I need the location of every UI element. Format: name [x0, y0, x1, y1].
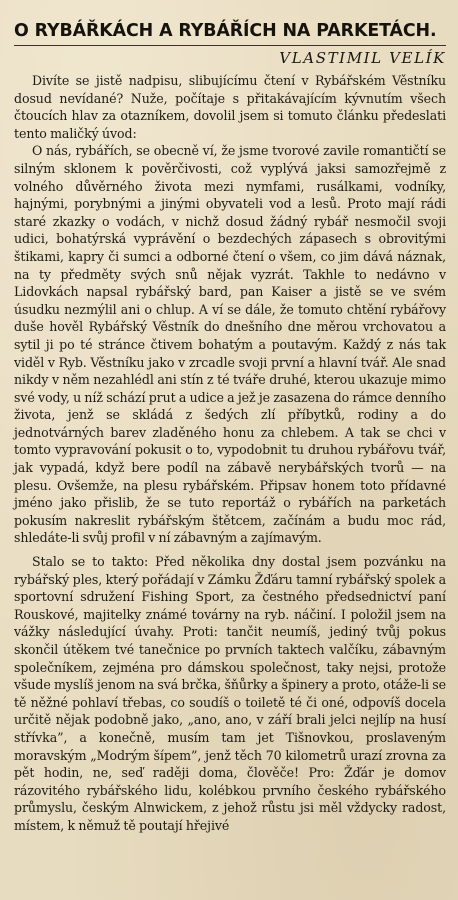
article-title: O RYBÁŘKÁCH A RYBÁŘÍCH NA PARKETÁCH. — [14, 21, 437, 41]
title-divider — [14, 45, 446, 46]
paragraph-intro: Divíte se jistě nadpisu, slibujícímu čtení v Rybářském Věstníku dosud nevídané? Nuže, počítaje s přitakávajícím kývnutím všech čtoucích hlav za otazníkem, dovolil jsem si tomuto článku předeslati tento maličký úvod: — [14, 73, 446, 141]
paragraph-story: Stalo se to takto: Před několika dny dostal jsem pozvánku na rybářský ples, který pořádají v Zámku Žďáru tamní rybářský spolek a sportovní sdružení Fishing Sport, za čestného předsednictví paní Rouskové, majitelky známé továrny na ryb. náčiní. I položil jsem na vážky následující úvahy. Proti: tančit neumíš, jediný tvůj pokus skončil útěkem tvé tanečnice po prvních taktech valčíku, zábavným společníkem, zejména pro dámskou společnost, taky nejsi, protože všude myslíš jenom na svá brčka, šňůrky a špinery a proto, otáže-li se tě něžné pohlaví třebas, co soudíš o toiletě té či oné, odpovíš docela určitě nějak podobně jako, „ano, ano, v září brali jelci nejlíp na husí střívka”, a konečně, musím tam jet Tišnovkou, proslaveným moravským „Modrým šípem”, jenž těch 70 kilometrů urazí zrovna za pět hodin, ne, seď raději doma, člověče! Pro: Žďár je domov rázovitého rybářského lidu, kolébkou prvního českého rybářského průmyslu, českým Alnwickem, z jehož růstu jsi měl vždycky radost, místem, k němuž tě poutají hřejivé — [14, 554, 446, 833]
article-author: VLASTIMIL VELÍK — [279, 49, 446, 67]
article-body — [14, 72, 446, 835]
paragraph-main: O nás, rybářích, se obecně ví, že jsme tvorové zavile romantičtí se silným sklonem k pověrčivosti, což vyplývá jaksi samozřejmě z volného důvěrného života mezi nymfami, rusálkami, vodníky, hajnými, porybnými a jinými obyvateli vod a lesů. Proto mají rádi staré zkazky o vodách, v nichž dosud žádný rybář nesmočil svoji udici, bohatýrská vyprávění o bezdechých zápasech s obrovitými štikami, kapry či sumci a odborné čtení o všem, co jim dává náznak, na ty předměty svých snů nějak vyzrát. Takhle to nedávno v Lidovkách napsal rybářský bard, pan Kaiser a jistě se ve svém úsudku nezmýlil ani o chlup. A ví se dále, že tomuto chtění rybářovy duše hověl Rybářský Věstník do dnešního dne měrou vrchovatou a sytil ji po té stránce čtivem bohatým a poutavým. Každý z nás tak viděl v Ryb. Věstníku jako v zrcadle svoji první a hlavní tvář. Ale snad nikdy v něm nezahlédl ani stín z té tváře druhé, kterou ukazuje mimo své vody, u níž schází prut a udice a jež je zasazena do rámce denního života, jenž se skládá z šedých zlí příbytků, rodiny a do jednotvárných barev zladěného honu za chlebem. A tak se chci v tomto vypravování pokusit o to, vypodobnit tu druhou rybářovu tvář, jak vypadá, když bere podíl na zábavě nerybářských tvorů — na plesu. Ovšemže, na plesu rybářském. Připsav honem toto přídavné jméno jako přislib, že se tuto reportáž o rybářích na parketách pokusím nakreslit rybářským štětcem, začínám a budu moc rád, shledáte-li svůj profil v ní zábavným a zajímavým. — [14, 143, 446, 546]
